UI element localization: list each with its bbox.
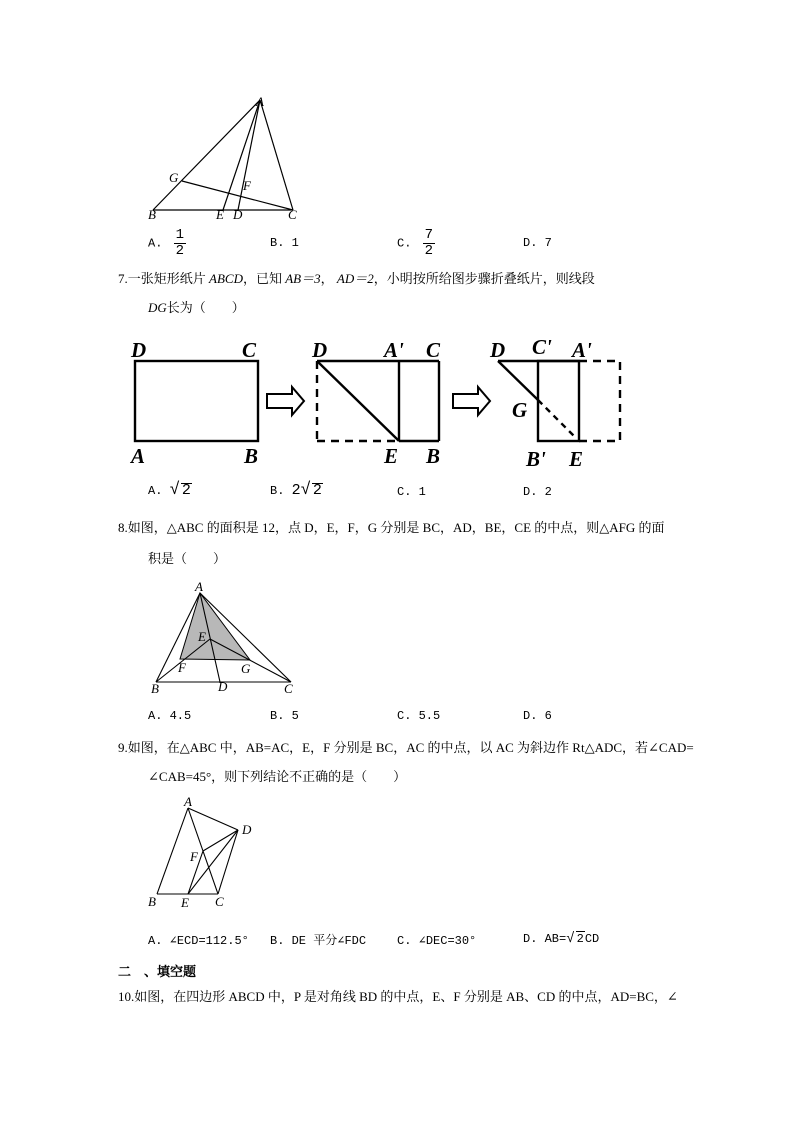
q7-option-b[interactable]: B. 2√ 2 (270, 481, 322, 500)
q8-question-line2: 积是（ ） (148, 551, 227, 566)
q6-label-b: B (148, 207, 156, 222)
q8-line-ec (210, 639, 291, 682)
q8-label-b: B (151, 681, 159, 696)
q8-option-d[interactable]: D. 6 (523, 709, 552, 723)
q7-arrow-1 (267, 387, 304, 415)
q6-line-ac (260, 100, 293, 210)
q6-label-g: G (169, 170, 179, 185)
q9-question-line1: 9.如图，在△ABC 中，AB=AC，E，F 分别是 BC，AC 的中点，以 AC 为斜边作 Rt△ADC，若∠CAD= (118, 740, 694, 755)
sqrt-symbol: √ (566, 931, 575, 947)
q6-option-a[interactable]: A. $\frac{1}{2}$ (148, 227, 185, 259)
q6-option-a-fraction: $\frac{1}{2}$ (175, 227, 185, 259)
q9-label-f: F (190, 849, 198, 864)
sqrt-symbol: √ (300, 481, 311, 500)
q9-option-a[interactable]: A. ∠ECD=112.5° (148, 934, 249, 948)
q9-label-d: D (242, 822, 252, 837)
q7-option-c[interactable]: C. 1 (397, 485, 426, 499)
q6-option-c-fraction: $\frac{7}{2}$ (424, 227, 434, 259)
q7-fig3-label-c-prime: C' (532, 335, 552, 359)
q7-fig2-label-d: D (312, 338, 328, 362)
q7-fig1-label-a: A (131, 444, 146, 468)
q7-option-a[interactable]: A. √ 2 (148, 481, 191, 500)
q8-option-b[interactable]: B. 5 (270, 709, 299, 723)
q7-fig1-label-d: D (131, 338, 147, 362)
q7-fig2-diagonal (317, 361, 399, 441)
q8-question-line1: 8.如图，△ABC 的面积是 12，点 D，E，F，G 分别是 BC，AD，BE，CE 的中点，则△AFG 的面 (118, 520, 665, 535)
q9-question-line2: ∠CAB=45°，则下列结论不正确的是（ ） (148, 769, 407, 784)
q8-label-e: E (198, 629, 206, 644)
q7-fig3-label-g: G (512, 398, 528, 422)
q6-line-ab (153, 100, 260, 210)
q6-option-c[interactable]: C. $\frac{7}{2}$ (397, 227, 434, 259)
q7-fig3-label-e: E (569, 447, 584, 471)
q8-label-f: F (178, 660, 186, 675)
q8-shaded-triangle-afg (180, 593, 250, 660)
q7-arrow-2 (453, 387, 490, 415)
q6-label-f: F (243, 178, 251, 193)
q8-label-c: C (284, 681, 293, 696)
q6-label-a: A (256, 94, 264, 109)
q9-line-ab (157, 808, 188, 894)
q7-fig1-rectangle (135, 361, 258, 441)
q9-figure (142, 794, 262, 912)
q8-label-g: G (241, 661, 251, 676)
q9-label-e: E (181, 895, 189, 910)
q7-question-line1: 7.一张矩形纸片 ABCD，已知 AB＝3， AD＝2，小明按所给图步骤折叠纸片，则线段 (118, 271, 595, 286)
q6-label-e: E (216, 207, 224, 222)
q7-fig1-label-b: B (244, 444, 259, 468)
q7-option-d[interactable]: D. 2 (523, 485, 552, 499)
q6-line-gc (182, 181, 293, 210)
q7-fig2-label-c: C (426, 338, 441, 362)
q6-option-d[interactable]: D. 7 (523, 236, 552, 250)
q7-fig3-label-d: D (490, 338, 506, 362)
q6-figure (140, 92, 305, 222)
q7-fig2-label-e: E (384, 444, 399, 468)
sqrt-symbol: √ (169, 481, 180, 500)
q7-fig2-label-b: B (426, 444, 441, 468)
q9-option-c[interactable]: C. ∠DEC=30° (397, 934, 477, 948)
q8-option-a[interactable]: A. 4.5 (148, 709, 192, 723)
q9-option-d[interactable]: D. AB=√ 2CD (523, 931, 600, 947)
q7-fig3-strip (538, 361, 579, 441)
section-title-fill-in: 二 、填空题 (118, 965, 197, 980)
q9-label-b: B (148, 894, 156, 909)
q10-question-line1: 10.如图，在四边形 ABCD 中，P 是对角线 BD 的中点，E、F 分别是 AB、CD 的中点，AD=BC，∠ (118, 989, 678, 1004)
q9-option-b[interactable]: B. DE 平分∠FDC (270, 934, 367, 948)
q7-fig3-label-a-prime: A' (572, 338, 592, 362)
q9-label-c: C (215, 894, 224, 909)
q6-label-d: D (233, 207, 243, 222)
q8-option-c[interactable]: C. 5.5 (397, 709, 441, 723)
q8-label-a: A (195, 579, 203, 594)
q7-fig3-right-dashed (579, 361, 620, 441)
q7-fig3-label-b-prime: B' (526, 447, 546, 471)
q6-option-b[interactable]: B. 1 (270, 236, 299, 250)
q8-figure (146, 576, 302, 698)
q7-figure (126, 332, 636, 472)
q7-fig3-diagonal-solid (498, 361, 538, 400)
q7-question-line2: DG长为（ ） (148, 300, 245, 315)
q9-line-ad (188, 808, 238, 830)
q6-label-c: C (288, 207, 297, 222)
q7-fig2-label-a-prime: A' (384, 338, 404, 362)
q7-fig3-diagonal-dashed (538, 400, 576, 438)
q7-fig1-label-c: C (242, 338, 257, 362)
q8-label-d: D (218, 679, 228, 694)
q9-label-a: A (184, 794, 192, 809)
